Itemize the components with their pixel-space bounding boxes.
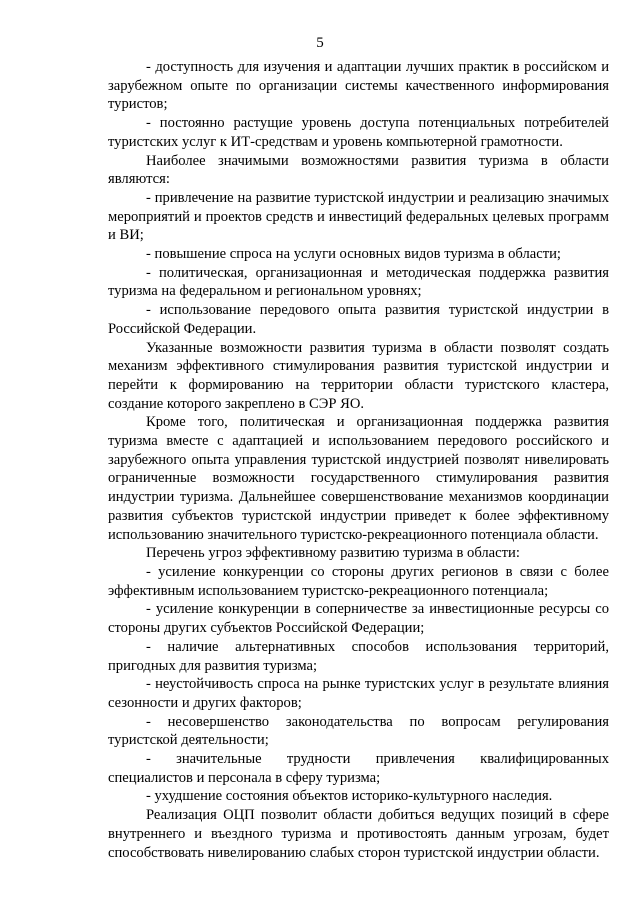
paragraph-2: - постоянно растущие уровень доступа потенциальных потребителей туристских услуг к ИТ-средствам и уровень компьютерной грамотности. [108, 115, 609, 150]
paragraph-15: - несовершенство законодательства по вопросам регулирования туристской деятельности; [108, 713, 609, 749]
paragraph-16: - значительные трудности привлечения квалифицированных специалистов и персонала в сферу туризма; [108, 751, 609, 786]
paragraph-6: - политическая, организационная и методическая поддержка развития туризма на федеральном и региональном уровнях; [108, 264, 609, 300]
paragraph-14: - неустойчивость спроса на рынке туристских услуг в результате влияния сезонности и других факторов; [108, 676, 609, 711]
paragraph-8: Указанные возможности развития туризма в области позволят создать механизм эффективного стимулирования развития туристской индустрии и перейти к формированию на территории области туристского кластера, создание которого закреплено в СЭР ЯО. [108, 339, 609, 412]
paragraph-10: Перечень угроз эффективному развитию туризма в области: [146, 545, 520, 562]
paragraph-3: Наиболее значимыми возможностями развития туризма в области являются: [108, 152, 609, 188]
paragraph-7: - использование передового опыта развития туристской индустрии в Российской Федерации. [108, 302, 609, 337]
paragraph-13: - наличие альтернативных способов использования территорий, пригодных для развития туризма; [108, 638, 609, 674]
page-number: 5 [316, 35, 324, 51]
paragraph-11: - усиление конкуренции со стороны других регионов в связи с более эффективным использованием туристско-рекреационного потенциала; [108, 563, 609, 599]
paragraph-5: - повышение спроса на услуги основных видов туризма в области; [146, 246, 561, 263]
document-body [108, 58, 609, 862]
paragraph-12: - усиление конкуренции в соперничестве за инвестиционные ресурсы со стороны других субъектов Российской Федерации; [108, 601, 609, 637]
paragraph-17: - ухудшение состояния объектов историко-культурного наследия. [146, 788, 553, 805]
paragraph-4: - привлечение на развитие туристской индустрии и реализацию значимых мероприятий и проектов средств и инвестиций федеральных целевых программ и ВИ; [108, 189, 609, 244]
paragraph-9: Кроме того, политическая и организационная поддержка развития туризма вместе с адаптацией и использованием передового российского и зарубежного опыта управления туристской индустрией позволят нивелировать ограниченные возможности государственного стимулирования развития индустрии туризма. Дальнейшее совершенствование механизмов координации развития субъектов туристской индустрии приведет к более эффективному использованию значительного туристско-рекреационного потенциала области. [108, 414, 609, 543]
paragraph-18: Реализация ОЦП позволит области добиться ведущих позиций в сфере внутреннего и въездного туризма и противостоять данным угрозам, будет способствовать нивелированию слабых сторон туристской индустрии области. [108, 807, 609, 861]
paragraph-1: - доступность для изучения и адаптации лучших практик в российском и зарубежном опыте по организации системы качественного информирования туристов; [108, 59, 609, 113]
